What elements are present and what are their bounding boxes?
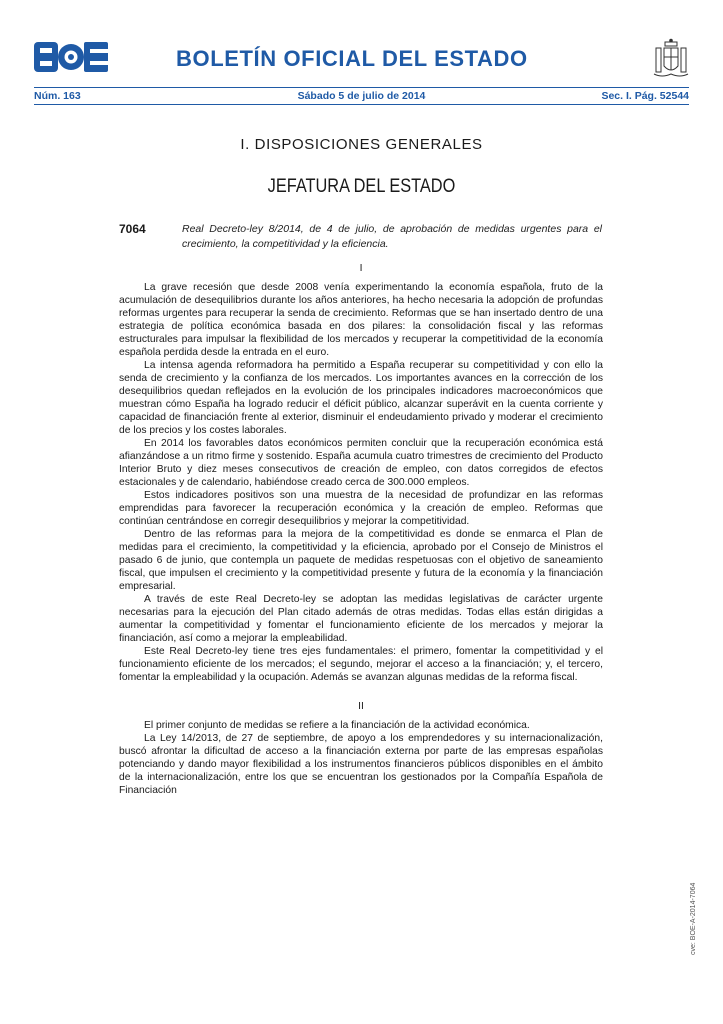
body-paragraph: A través de este Real Decreto-ley se adoptan las medidas legislativas de carácter urgente necesarias para la ejecución del Plan citado además de otras medidas. Todas ellas están dirigidas a aumentar la competitividad y fomentar el funcionamiento eficiente de los mercados y mejorar la financiación, así como a mejorar la empleabilidad.: [119, 594, 603, 644]
meta-rule: [34, 104, 689, 105]
section-page: Sec. I. Pág. 52544: [601, 90, 689, 102]
chapter-heading-1: I: [359, 263, 363, 274]
coat-of-arms-icon: [652, 38, 690, 80]
document-body: [119, 262, 603, 797]
disposition-number: 7064: [119, 222, 146, 236]
body-paragraph: Estos indicadores positivos son una muestra de la necesidad de profundizar en las reformas emprendidas para favorecer la recuperación económica y la creación de empleo. Reformas que continúan centrándose en corregir desequilibrios y mejorar la competitividad.: [119, 490, 603, 527]
body-paragraph: El primer conjunto de medidas se refiere a la financiación de la actividad económica.: [144, 720, 530, 731]
disposition-title: Real Decreto-ley 8/2014, de 4 de julio, de aprobación de medidas urgentes para el crecimiento, la competitividad y la eficiencia.: [182, 223, 602, 250]
masthead-title: BOLETÍN OFICIAL DEL ESTADO: [176, 46, 528, 71]
body-paragraph: En 2014 los favorables datos económicos permiten concluir que la recuperación económica está afianzándose a un ritmo firme y sostenido. España acumula cuatro trimestres de crecimiento del Producto Interior Bruto y diez meses consecutivos de creación de empleo, con datos corregidos de efectos estacionales y de calendario, habiéndose creado cerca de 300.000 empleos.: [119, 438, 603, 488]
page-header: [34, 38, 689, 84]
cve-identifier: cve: BOE-A-2014-7064: [690, 882, 697, 955]
boe-logo: [34, 42, 108, 72]
body-paragraph: La grave recesión que desde 2008 venía experimentando la economía española, fruto de la acumulación de desequilibrios durante los años anteriores, ha hecho necesaria la adopción de profundas reformas urgentes para recuperar la senda de crecimiento. Reformas que se han insertado dentro de una estrategia de política económica basada en dos pilares: la consolidación fiscal y las reformas estructurales para impulsar la flexibilidad de los mercados y recuperar la competitividad de la economía española perdida desde la entrada en el euro.: [119, 282, 603, 358]
organization-title: JEFATURA DEL ESTADO: [267, 176, 456, 197]
issue-date: Sábado 5 de julio de 2014: [297, 90, 426, 102]
body-paragraph: Este Real Decreto-ley tiene tres ejes fundamentales: el primero, fomentar la competitividad y el funcionamiento eficiente de los mercados; el segundo, mejorar el acceso a la financiación; y, el tercero, fomentar la empleabilidad y la ocupación. Además se avanzan algunas medidas de la reforma fiscal.: [119, 646, 603, 683]
body-paragraph: Dentro de las reformas para la mejora de la competitividad es donde se enmarca el Plan de medidas para el crecimiento, la competitividad y la eficiencia, aprobado por el Consejo de Ministros el pasado 6 de junio, que contempla un paquete de medidas respetuosas con el objetivo de saneamiento fiscal, que impulsen el crecimiento y la competitividad presente y futura de la economía y la financiación empresarial.: [119, 529, 603, 592]
top-rule: [34, 87, 689, 88]
body-paragraph: La intensa agenda reformadora ha permitido a España recuperar su competitividad y con ello la senda de crecimiento y la confianza de los mercados. Los importantes avances en la corrección de los desequilibrios quedan reflejados en la evolución de los principales indicadores macroeconómicos que muestran cómo España ha logrado reducir el déficit público, alcanzar superávit en la cuenta corriente y capacidad de financiación frente al exterior, disminuir el endeudamiento privado y moderar el crecimiento de los precios y los costes laborales.: [119, 360, 603, 436]
section-title: I. DISPOSICIONES GENERALES: [240, 136, 483, 153]
issue-number: Núm. 163: [34, 90, 81, 102]
chapter-heading-2: II: [358, 701, 364, 712]
body-paragraph: La Ley 14/2013, de 27 de septiembre, de apoyo a los emprendedores y su internacionalización, buscó afrontar la dificultad de acceso a la financiación externa por parte de las empresas españolas potenciando y dando mayor flexibilidad a los instrumentos financieros públicos disponibles en el ámbito de la internacionalización, entre los que se encuentran los gestionados por la Compañía Española de Financiación: [119, 733, 603, 796]
